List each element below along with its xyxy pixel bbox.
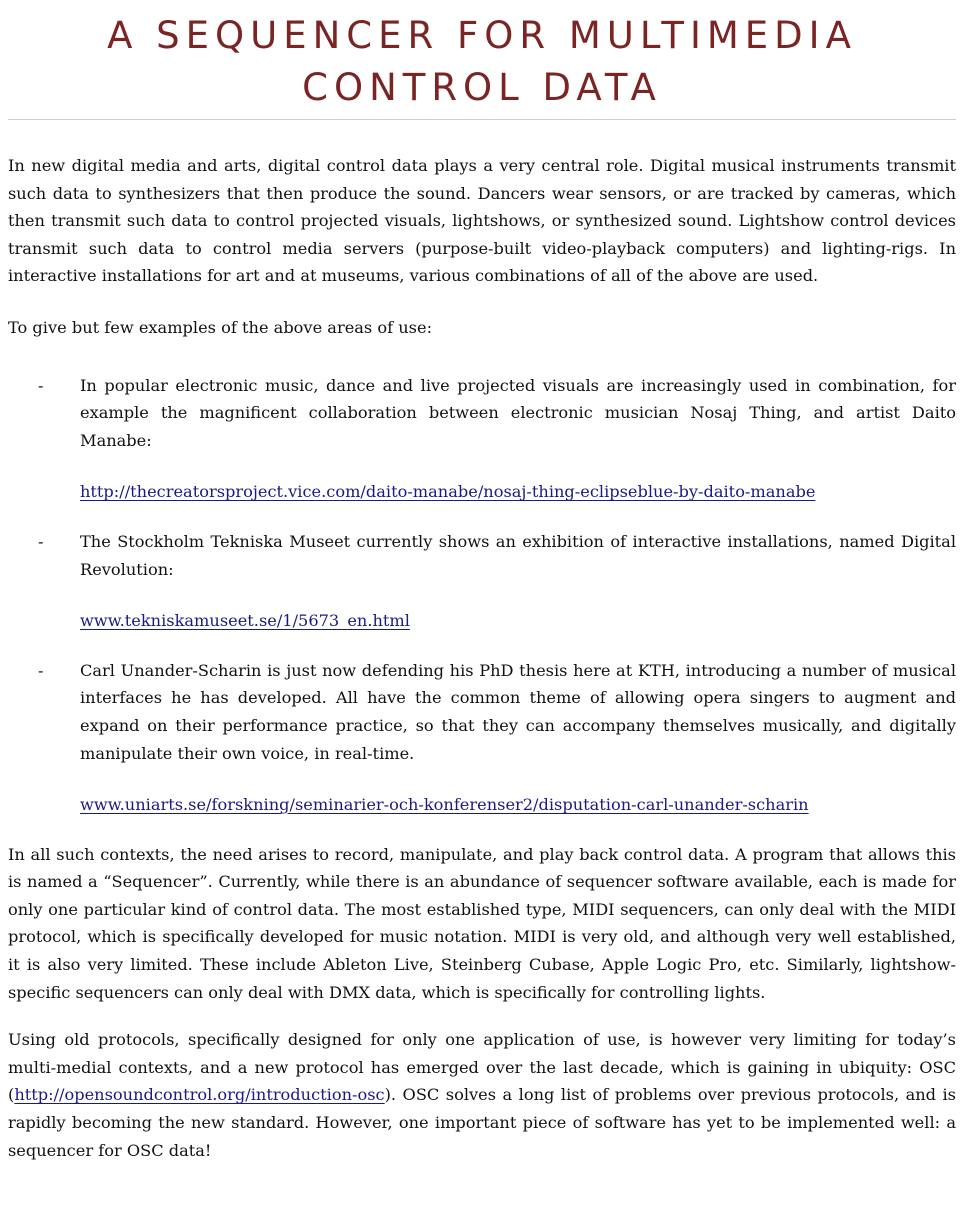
- list-item-text: Carl Unander-Scharin is just now defending his PhD thesis here at KTH, introducing a number of musical interfaces he has developed. All have the common theme of allowing opera singers to augment and expand on their performance practice, so that they can accompany themselves musically, and digitally manipulate their own voice, in real-time.: [80, 660, 956, 763]
- examples-list: [8, 372, 956, 819]
- opensoundcontrol-link[interactable]: http://opensoundcontrol.org/introduction-osc: [14, 1085, 385, 1105]
- title-block: [8, 0, 956, 120]
- document-title-line-1: A SEQUENCER FOR MULTIMEDIA: [107, 14, 857, 57]
- osc-text-before-link: Using old protocols, specifically designed for only one application of use, is however very limiting for today’s multi-medial contexts, and a new protocol has emerged over the last decade, which is gaining in ubiquity: OSC (: [8, 1030, 956, 1105]
- list-item: [8, 528, 956, 635]
- list-item: [8, 372, 956, 506]
- list-item-text: In popular electronic music, dance and live projected visuals are increasingly used in combination, for example the magnificent collaboration between electronic musician Nosaj Thing, and artist Daito Manabe:: [80, 375, 956, 450]
- intro-paragraph: In new digital media and arts, digital control data plays a very central role. Digital musical instruments transmit such data to synthesizers that then produce the sound. Dancers wear sensors, or are tracked by cameras, which then transmit such data to control projected visuals, lightshows, or synthesized sound. Lightshow control devices transmit such data to control media servers (purpose-built video-playback computers) and lighting-rigs. In interactive installations for art and at museums, various combinations of all of the above are used.: [8, 156, 956, 286]
- document-title-line-2: CONTROL DATA: [302, 66, 662, 109]
- osc-text-after-link: ). OSC solves a long list of problems over previous protocols, and is rapidly becoming the new standard. However, one important piece of software has yet to be implemented well: a sequencer for OSC data!: [8, 1085, 956, 1160]
- bullet-dash: -: [38, 531, 44, 551]
- sequencer-paragraph: In all such contexts, the need arises to record, manipulate, and play back control data. A program that allows this is named a “Sequencer”. Currently, while there is an abundance of sequencer software available, each is made for only one particular kind of control data. The most established type, MIDI sequencers, can only deal with the MIDI protocol, which is specifically developed for music notation. MIDI is very old, and although very well established, it is also very limited. These include Ableton Live, Steinberg Cubase, Apple Logic Pro, etc. Similarly, lightshow-specific sequencers can only deal with DMX data, which is specifically for controlling lights.: [8, 844, 956, 1002]
- document-page: [8, 0, 956, 1164]
- list-item-text: The Stockholm Tekniska Museet currently shows an exhibition of interactive installations, named Digital Revolution:: [80, 531, 956, 579]
- creators-project-link[interactable]: http://thecreatorsproject.vice.com/daito-manabe/nosaj-thing-eclipseblue-by-daito-manabe: [80, 482, 816, 502]
- uniarts-link[interactable]: www.uniarts.se/forskning/seminarier-och-konferenser2/disputation-carl-unander-scharin: [80, 795, 809, 815]
- bullet-dash: -: [38, 660, 44, 680]
- osc-paragraph: [8, 1026, 956, 1164]
- examples-lead: To give but few examples of the above areas of use:: [8, 317, 433, 337]
- tekniska-museet-link[interactable]: www.tekniskamuseet.se/1/5673_en.html: [80, 611, 410, 631]
- list-item: [8, 657, 956, 819]
- bullet-dash: -: [38, 375, 44, 395]
